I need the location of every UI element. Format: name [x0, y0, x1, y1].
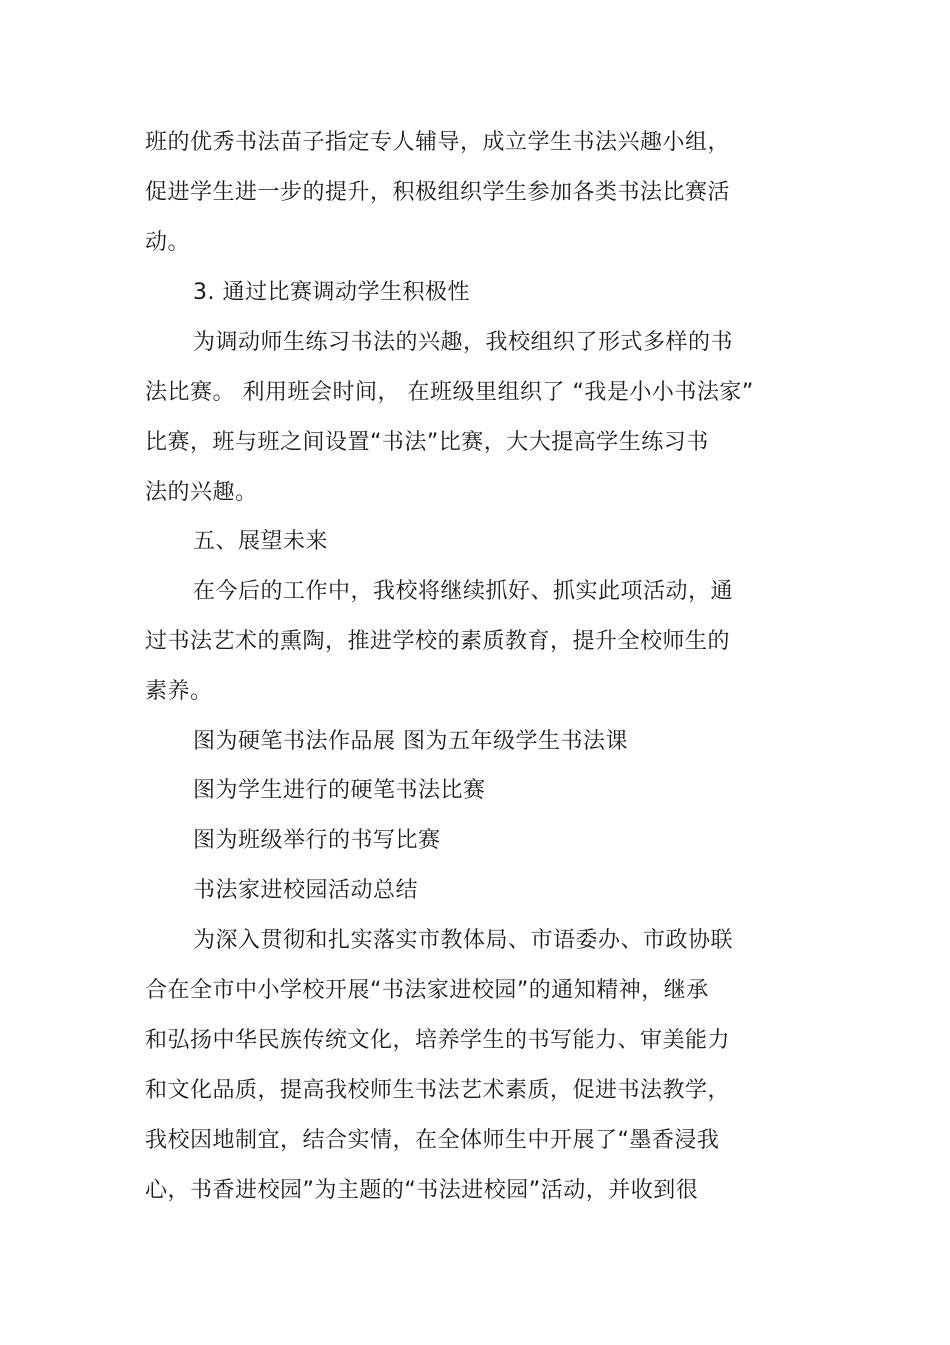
text-line: 法比赛。 利用班会时间， 在班级里组织了 “我是小小书法家”	[145, 380, 754, 405]
text-line: 法的兴趣。	[145, 480, 258, 505]
text-line: 合在全市中小学校开展“书法家进校园”的通知精神，继承	[145, 978, 709, 1003]
text-line: 为深入贯彻和扎实落实市教体局、市语委办、市政协联	[193, 928, 734, 953]
text-line: 在今后的工作中，我校将继续抓好、抓实此项活动，通	[193, 579, 734, 604]
text-line: 班的优秀书法苗子指定专人辅导，成立学生书法兴趣小组，	[145, 130, 731, 155]
section-heading: 3. 通过比赛调动学生积极性	[193, 280, 470, 305]
text-line: 为调动师生练习书法的兴趣，我校组织了形式多样的书	[193, 330, 734, 355]
text-line: 比赛，班与班之间设置“书法”比赛，大大提高学生练习书	[145, 430, 709, 455]
text-line: 我校因地制宜，结合实情，在全体师生中开展了“墨香浸我	[145, 1128, 720, 1153]
figure-caption: 图为硬笔书法作品展 图为五年级学生书法课	[193, 729, 628, 754]
figure-caption: 图为学生进行的硬笔书法比赛	[193, 778, 486, 803]
text-line: 素养。	[145, 679, 213, 704]
figure-caption: 图为班级举行的书写比赛	[193, 828, 441, 853]
text-line: 和弘扬中华民族传统文化，培养学生的书写能力、审美能力	[145, 1028, 731, 1053]
text-line: 过书法艺术的熏陶，推进学校的素质教育，提升全校师生的	[145, 629, 731, 654]
text-line: 心，书香进校园”为主题的“书法进校园”活动，并收到很	[145, 1178, 699, 1203]
section-heading: 五、展望未来	[193, 529, 329, 554]
text-line: 动。	[145, 230, 191, 255]
text-line: 和文化品质，提高我校师生书法艺术素质，促进书法教学，	[145, 1078, 731, 1103]
document-title: 书法家进校园活动总结	[193, 878, 419, 903]
text-line: 促进学生进一步的提升，积极组织学生参加各类书法比赛活	[145, 180, 731, 205]
